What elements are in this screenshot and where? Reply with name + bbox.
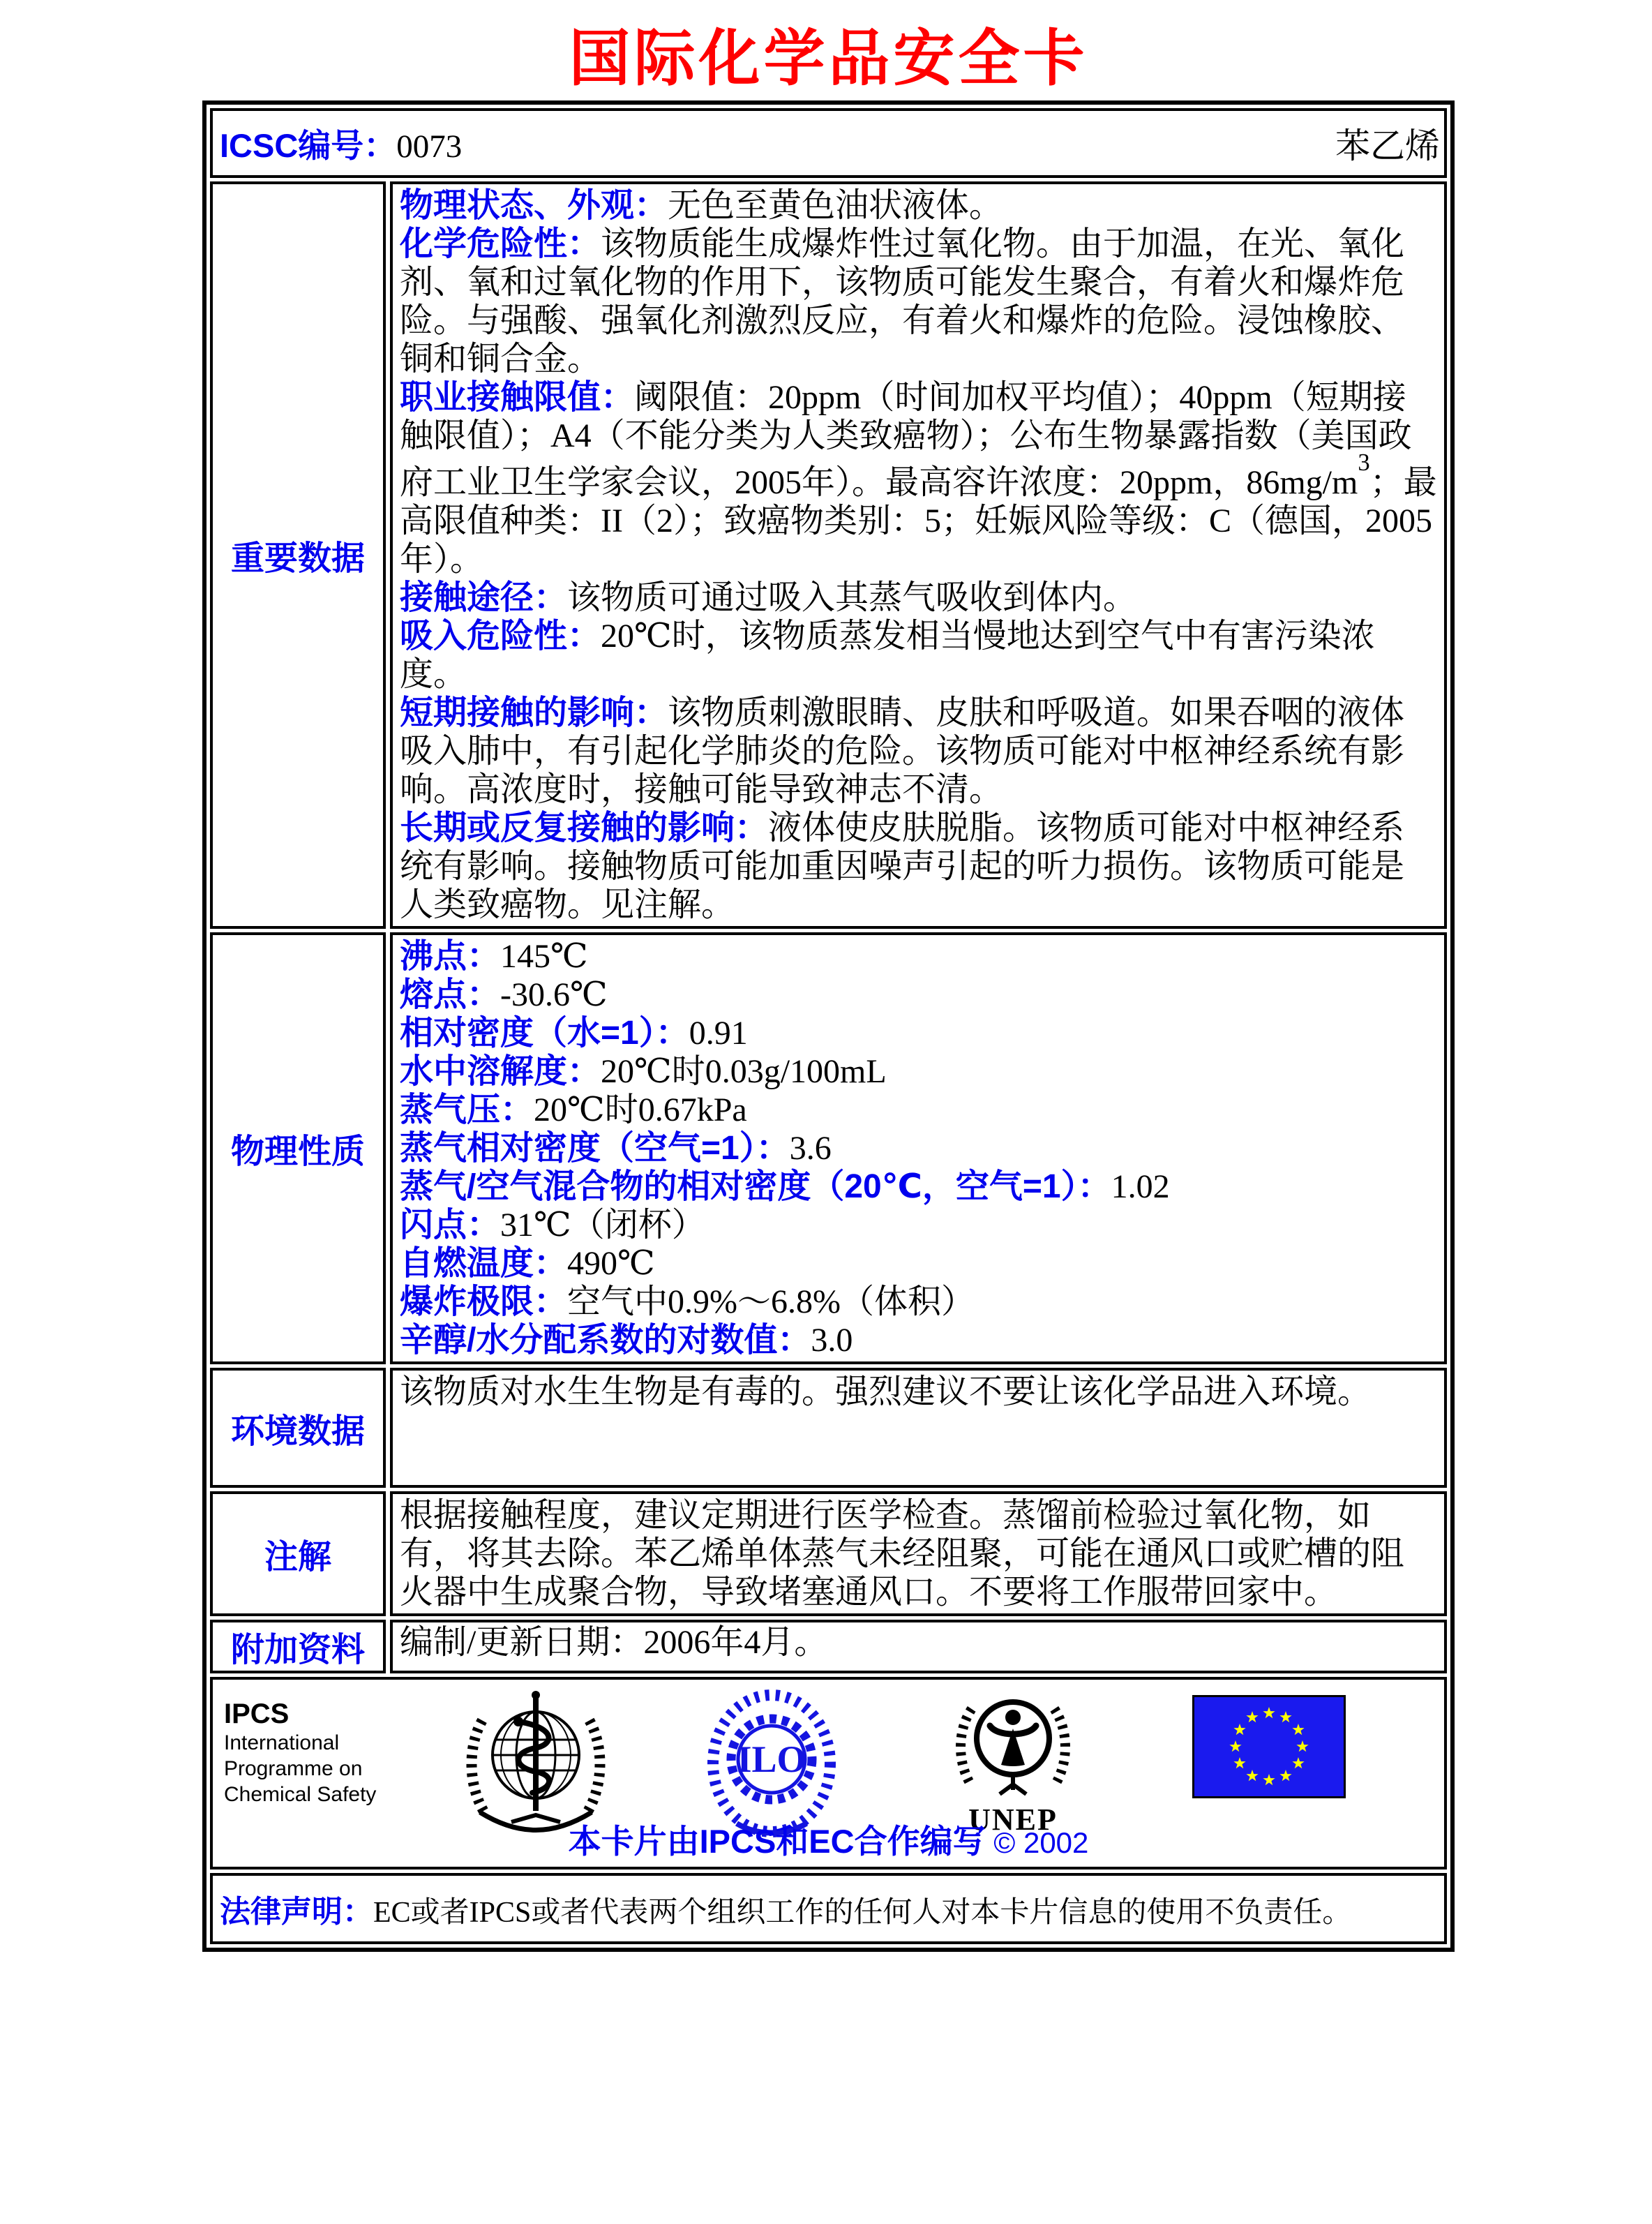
- field-label: 短期接触的影响：: [400, 694, 668, 731]
- field-label: 长期或反复接触的影响：: [400, 809, 769, 846]
- field-text: 该物质刺激眼睛、皮肤和呼吸道。如果吞咽的液体吸入肺中，有引起化学肺炎的危险。该物质可能对中枢神经系统有影响。高浓度时，接触可能导致神志不清。: [400, 694, 1405, 808]
- property-line: [400, 1091, 1437, 1129]
- property-value: 3.0: [811, 1322, 853, 1359]
- ilo-letters: ILO: [737, 1738, 806, 1780]
- important-data-row: [210, 181, 1447, 929]
- unep-logo-icon: [954, 1685, 1072, 1835]
- unep-label: UNEP: [968, 1803, 1058, 1837]
- environmental-data-row-label: 环境数据: [210, 1368, 386, 1488]
- property-value: 0.91: [689, 1015, 748, 1052]
- property-value: 1.02: [1111, 1168, 1170, 1205]
- field-text: 该物质可通过吸入其蒸气吸收到体内。: [567, 579, 1137, 616]
- notes-row-label: 注解: [210, 1491, 386, 1616]
- property-label: 沸点：: [400, 938, 501, 975]
- property-line: [400, 1014, 1437, 1052]
- property-label: 熔点：: [400, 976, 501, 1013]
- field-label: 吸入危险性：: [400, 618, 601, 655]
- property-label: 蒸气相对密度（空气=1）：: [400, 1130, 790, 1167]
- property-label: 自燃温度：: [400, 1245, 568, 1282]
- property-value: 490℃: [567, 1245, 655, 1282]
- logos-row: [210, 1677, 1447, 1869]
- important-paragraph: [400, 186, 1437, 225]
- field-text: 该物质能生成爆炸性过氧化物。由于加温，在光、氧化剂、氧和过氧化物的作用下，该物质可能发生聚合，有着火和爆炸危险。与强酸、强氧化剂激烈反应，有着火和爆炸的危险。浸蚀橡胶、铜和铜合金。: [400, 225, 1405, 378]
- page-title: 国际化学品安全卡: [569, 26, 1088, 94]
- property-label: 闪点：: [400, 1207, 501, 1244]
- caption-text: 本卡片由IPCS和EC合作编写: [568, 1823, 986, 1860]
- important-data-content: [390, 181, 1447, 929]
- important-paragraph: [400, 378, 1437, 579]
- important-paragraph: [400, 617, 1437, 694]
- important-data-row-label: 重要数据: [210, 181, 386, 929]
- field-text: 20℃时，该物质蒸发相当慢地达到空气中有害污染浓度。: [400, 618, 1375, 693]
- icsc-number-group: [220, 120, 462, 167]
- field-text: 液体使皮肤脱脂。该物质可能对中枢神经系统有影响。接触物质可能加重因噪声引起的听力损伤。该物质可能是人类致癌物。见注解。: [400, 809, 1405, 923]
- important-paragraph: [400, 809, 1437, 924]
- field-label: 物理状态、外观：: [400, 187, 668, 224]
- property-label: 辛醇/水分配系数的对数值：: [400, 1322, 811, 1359]
- property-line: [400, 976, 1437, 1014]
- icsc-number-value: 0073: [396, 128, 463, 165]
- field-text: 阈限值：20ppm（时间加权平均值）；40ppm（短期接触限值）；A4（不能分类为人类致癌物）；公布生物暴露指数（美国政府工业卫生学家会议，2005年）。最高容许浓度：20ppm，86mg/m: [400, 379, 1412, 501]
- property-value: 145℃: [500, 938, 588, 975]
- property-label: 蒸气/空气混合物的相对密度（20℃，空气=1）：: [400, 1168, 1111, 1205]
- eu-flag-icon: [1192, 1695, 1346, 1802]
- property-line: [400, 1167, 1437, 1206]
- property-value: -30.6℃: [500, 976, 608, 1013]
- ipcs-line-1: International: [224, 1731, 340, 1754]
- additional-info-content: 编制/更新日期：2006年4月。: [390, 1620, 1447, 1673]
- property-line: [400, 1321, 1437, 1359]
- environmental-data-row: [210, 1368, 1447, 1488]
- property-value: 20℃时0.67kPa: [534, 1091, 747, 1128]
- property-line: [400, 1244, 1437, 1283]
- property-line: [400, 1129, 1437, 1167]
- important-paragraph: [400, 694, 1437, 809]
- additional-info-row-label: 附加资料: [210, 1620, 386, 1673]
- card-caption: [213, 1816, 1444, 1863]
- property-line: [400, 937, 1437, 976]
- header-cell: [210, 108, 1447, 178]
- ipcs-line-3: Chemical Safety: [224, 1783, 377, 1806]
- ipcs-acronym: IPCS: [224, 1699, 290, 1729]
- property-value: 空气中0.9%～6.8%（体积）: [567, 1283, 975, 1320]
- physical-properties-content: [390, 932, 1447, 1364]
- legal-label: 法律声明：: [220, 1895, 373, 1929]
- property-value: 3.6: [789, 1130, 832, 1167]
- field-label: 职业接触限值：: [400, 379, 635, 416]
- property-label: 蒸气压：: [400, 1091, 534, 1128]
- property-value: 20℃时0.03g/100mL: [601, 1053, 887, 1090]
- property-value: 31℃（闭杯）: [500, 1207, 705, 1244]
- important-paragraph: [400, 579, 1437, 617]
- property-label: 水中溶解度：: [400, 1053, 601, 1090]
- field-text: 无色至黄色油状液体。: [668, 187, 1003, 224]
- property-label: 爆炸极限：: [400, 1283, 568, 1320]
- superscript: 3: [1358, 449, 1370, 477]
- chemical-name: 苯乙烯: [1335, 126, 1440, 165]
- legal-cell: [210, 1873, 1447, 1944]
- legal-text: EC或者IPCS或者代表两个组织工作的任何人对本卡片信息的使用不负责任。: [373, 1897, 1352, 1929]
- field-label: 化学危险性：: [400, 225, 601, 262]
- legal-line: [220, 1886, 1351, 1931]
- physical-properties-row-label: 物理性质: [210, 932, 386, 1364]
- important-paragraph: [400, 225, 1437, 378]
- header-row: [210, 108, 1447, 178]
- ipcs-text-block: [224, 1698, 376, 1807]
- caption-year: © 2002: [993, 1826, 1089, 1859]
- ipcs-line-2: Programme on: [224, 1757, 363, 1780]
- property-line: [400, 1052, 1437, 1091]
- legal-row: [210, 1873, 1447, 1944]
- field-label: 接触途径：: [400, 579, 568, 616]
- property-line: [400, 1283, 1437, 1321]
- field-text: ；最高限值种类：II（2）；致癌物类别：5；妊娠风险等级：C（德国，2005年）。: [400, 464, 1437, 578]
- property-label: 相对密度（水=1）：: [400, 1015, 689, 1052]
- property-line: [400, 1206, 1437, 1244]
- notes-row: [210, 1491, 1447, 1616]
- icsc-card: [202, 100, 1455, 1952]
- additional-info-row: [210, 1620, 1447, 1673]
- notes-content: 根据接触程度，建议定期进行医学检查。蒸馏前检验过氧化物，如有，将其去除。苯乙烯单体蒸气未经阻聚，可能在通风口或贮槽的阻火器中生成聚合物，导致堵塞通风口。不要将工作服带回家中。: [390, 1491, 1447, 1616]
- physical-properties-row: [210, 932, 1447, 1364]
- icsc-number-label: ICSC编号：: [220, 126, 397, 164]
- environmental-data-content: 该物质对水生生物是有毒的。强烈建议不要让该化学品进入环境。: [390, 1368, 1447, 1488]
- logos-cell: [210, 1677, 1447, 1869]
